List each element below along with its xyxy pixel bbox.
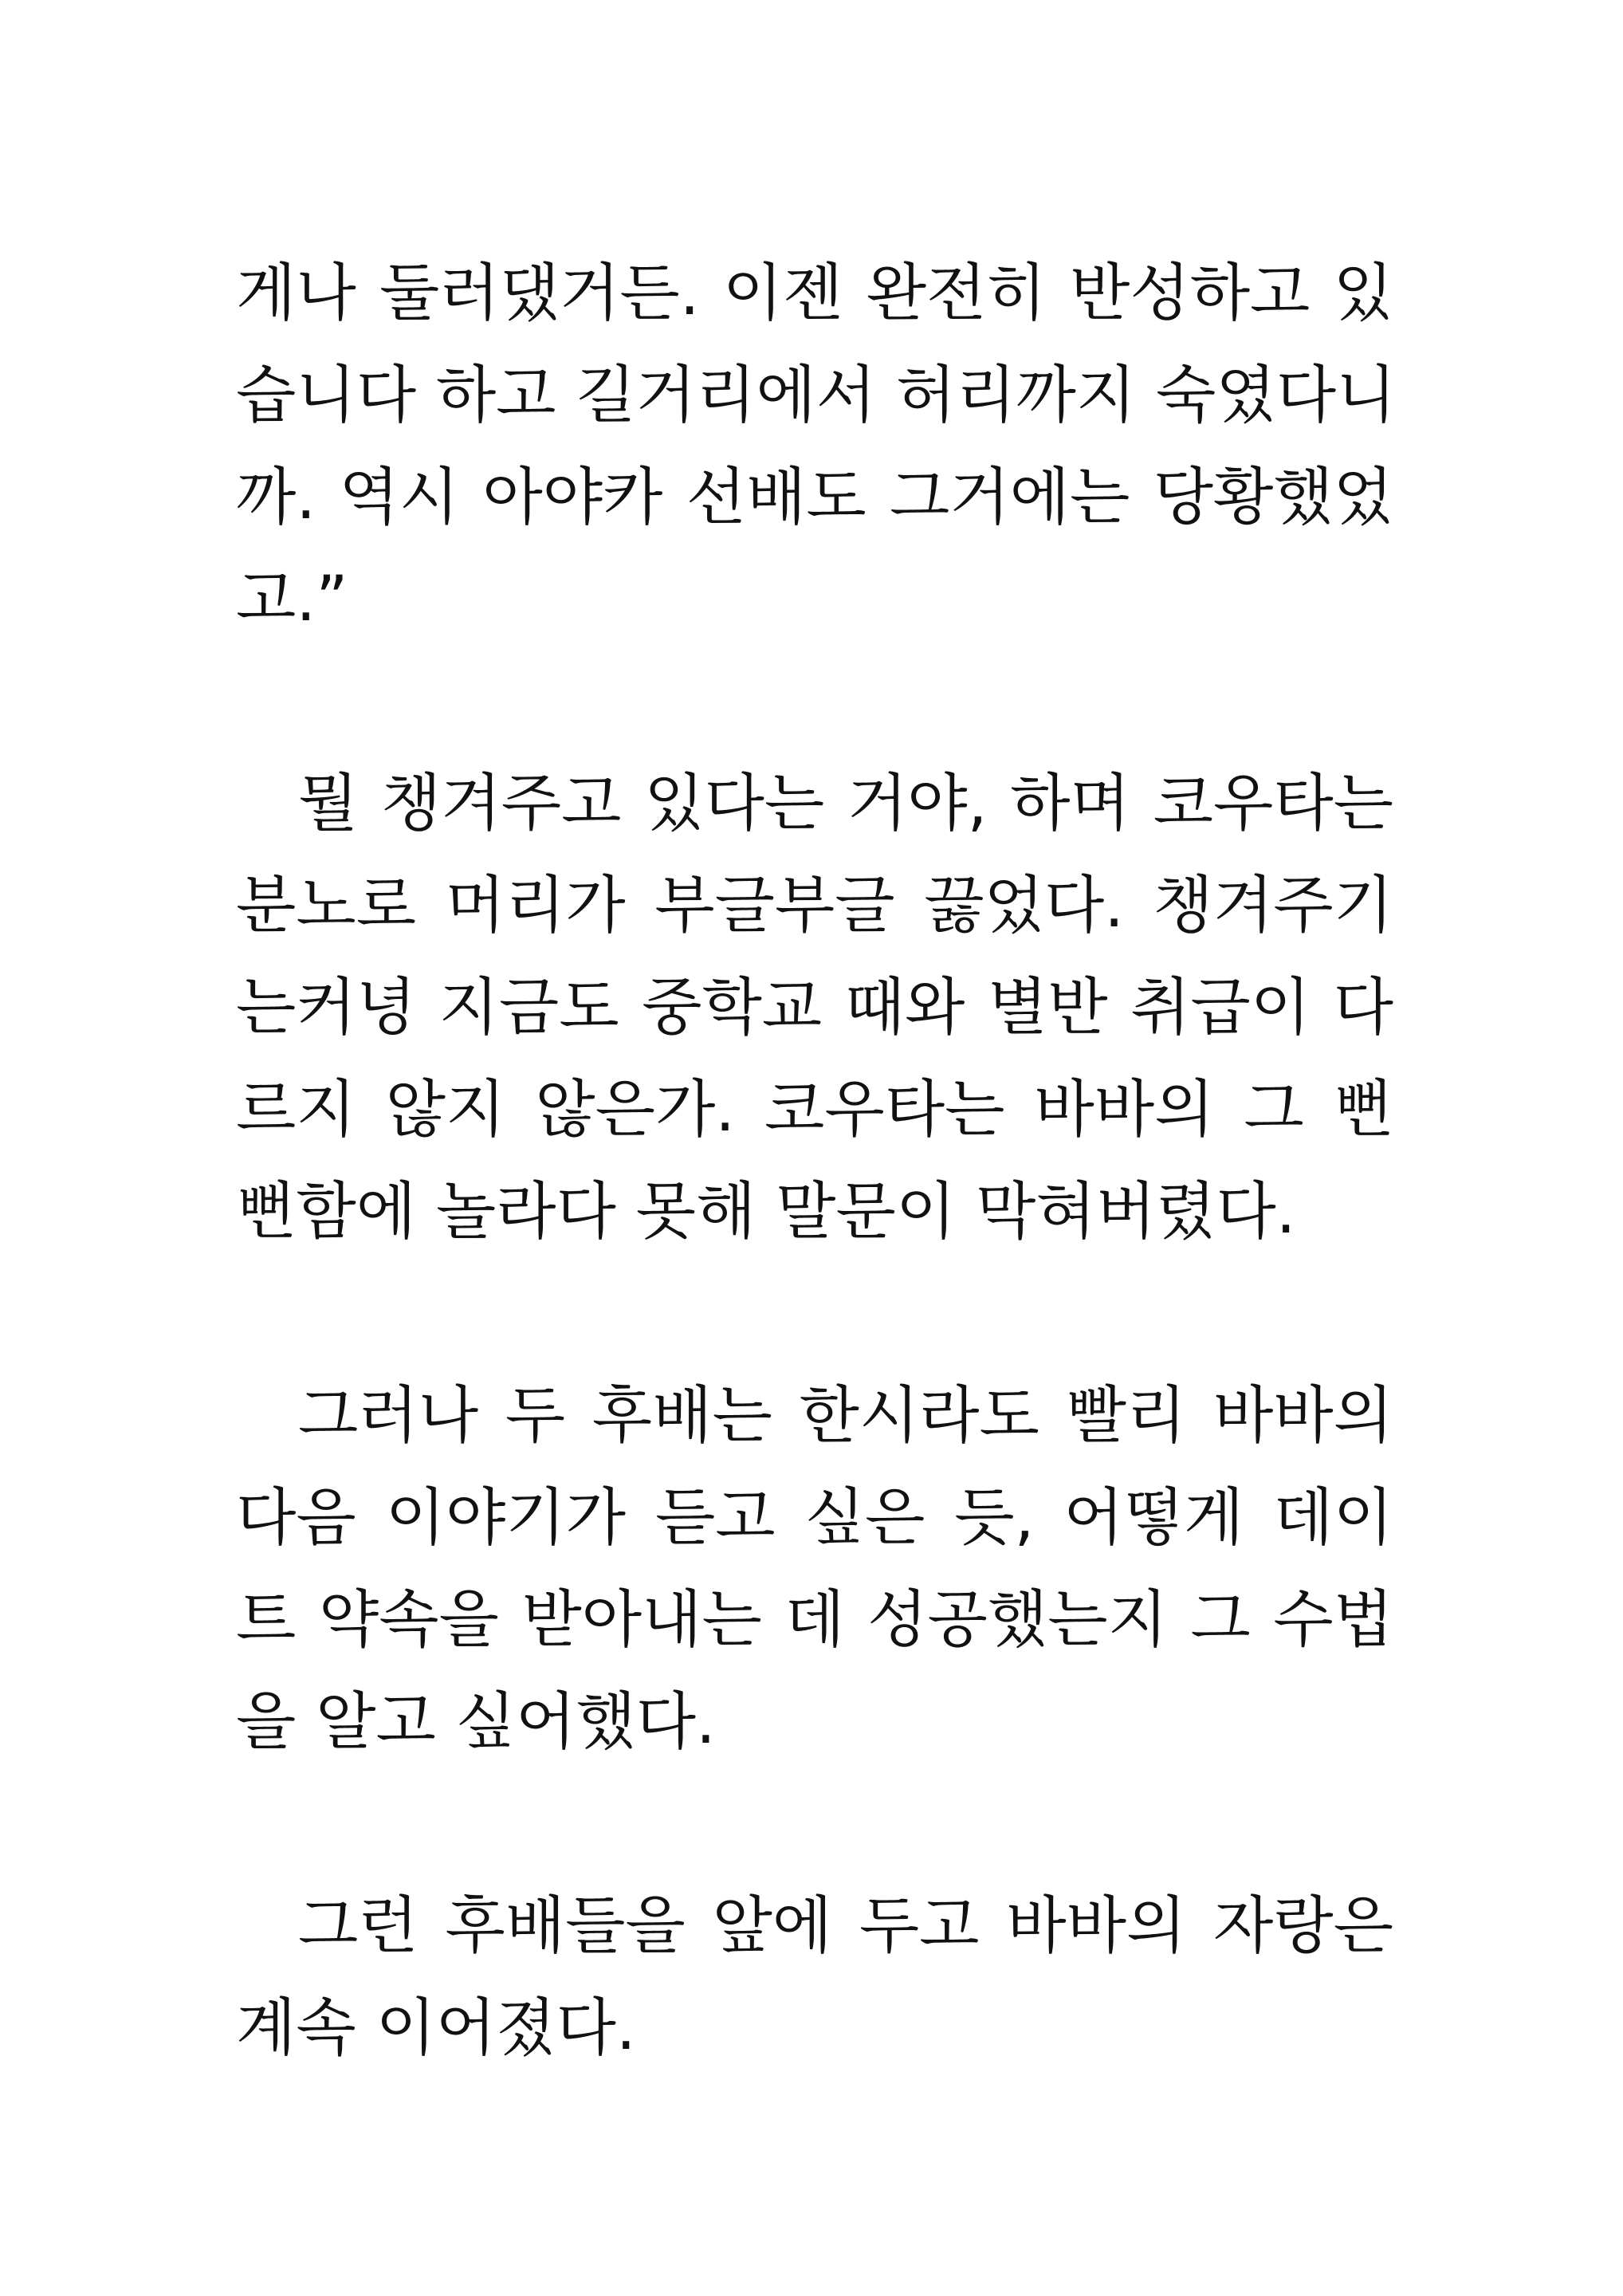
text-line: 그러나 두 후배는 한시라도 빨리 바바의 [298, 1380, 1393, 1452]
text-line: 계속 이어졌다. [236, 1992, 636, 2064]
text-line: 고.” [236, 564, 348, 635]
text-line: 트 약속을 받아내는 데 성공했는지 그 수법 [236, 1584, 1393, 1656]
text-line: 뭘 챙겨주고 있다는 거야, 하며 코우타는 [298, 768, 1393, 839]
paragraph-1 [236, 242, 1397, 651]
text-line: 뻔함에 놀라다 못해 말문이 막혀버렸다. [236, 1176, 1296, 1248]
text-line: 는커녕 지금도 중학교 때와 별반 취급이 다 [236, 972, 1393, 1044]
text-line: 게나 둘러댔거든. 이젠 완전히 반성하고 있 [236, 258, 1393, 329]
paragraph-4 [236, 1875, 1393, 2079]
text-line: 그런 후배들을 앞에 두고 바바의 자랑은 [298, 1890, 1393, 1962]
text-line: 을 알고 싶어했다. [236, 1686, 716, 1758]
text-line: 다음 이야기가 듣고 싶은 듯, 어떻게 데이 [236, 1482, 1393, 1554]
text-line: 습니다 하고 길거리에서 허리까지 숙였다니 [236, 360, 1397, 431]
text-line: 까. 역시 아야카 선배도 그거에는 당황했었 [236, 462, 1393, 533]
text-line: 분노로 머리가 부글부글 끓었다. 챙겨주기 [236, 870, 1393, 942]
text-line: 르지 않지 않은가. 코우타는 바바의 그 뻔 [236, 1074, 1393, 1146]
body-text [236, 242, 1397, 2181]
paragraph-2 [236, 753, 1393, 1263]
paragraph-3 [236, 1365, 1393, 1773]
